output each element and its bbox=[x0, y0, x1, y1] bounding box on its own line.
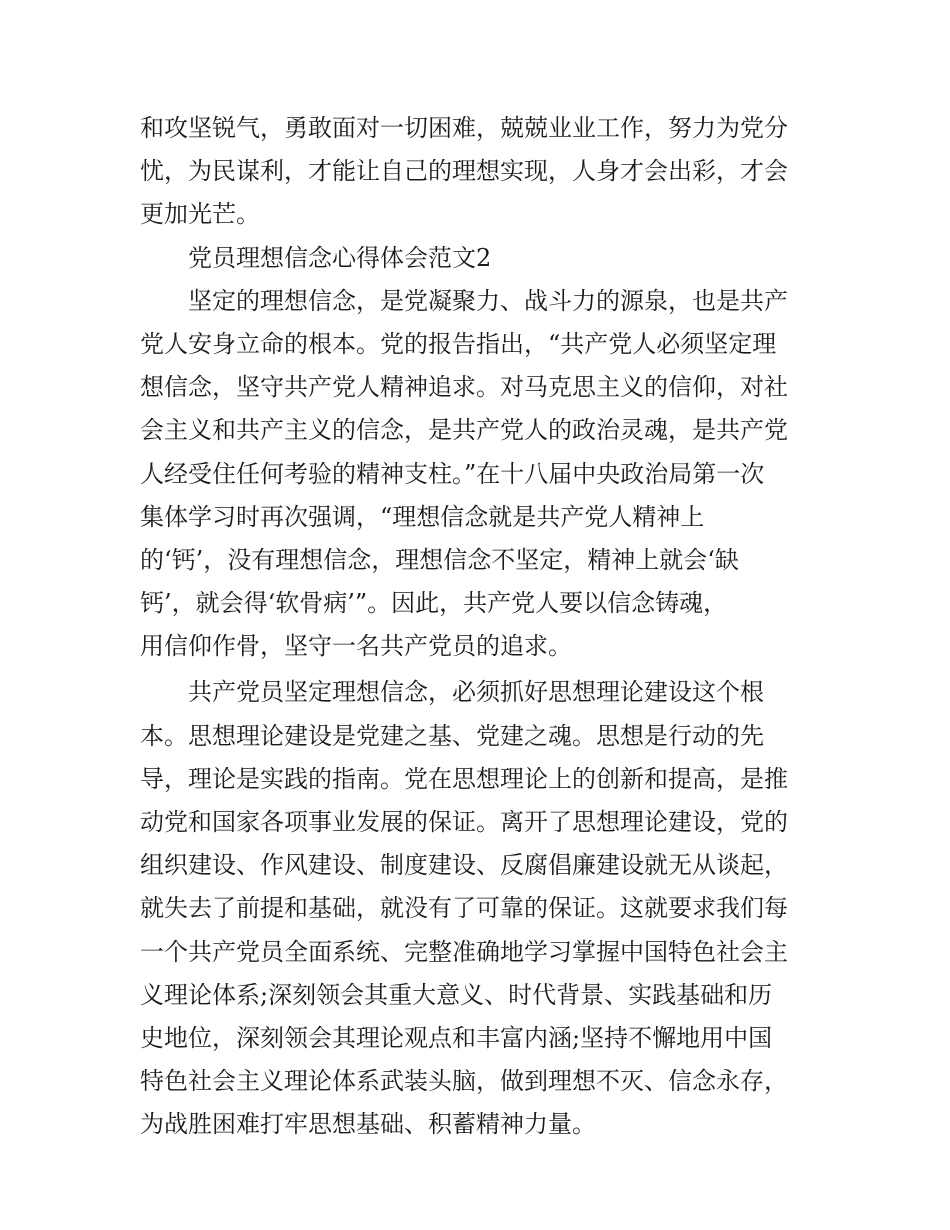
text-line: 想信念，坚守共产党人精神追求。对马克思主义的信仰，对社 bbox=[140, 373, 788, 402]
text-line: 会主义和共产主义的信念，是共产党人的政治灵魂，是共产党 bbox=[140, 416, 788, 445]
document-page bbox=[140, 107, 815, 1147]
text-line: 党人安身立命的根本。党的报告指出，“共产党人必须坚定理 bbox=[140, 329, 777, 358]
text-line: 为战胜困难打牢思想基础、积蓄精神力量。 bbox=[140, 1110, 596, 1139]
text-line: 义理论体系;深刻领会其重大意义、时代背景、实践基础和历 bbox=[140, 980, 773, 1009]
text-line: 钙’，就会得‘软骨病’”。因此，共产党人要以信念铸魂， bbox=[140, 589, 728, 618]
section-heading: 党员理想信念心得体会范文2 bbox=[188, 243, 492, 272]
text-line: 集体学习时再次强调，“理想信念就是共产党人精神上 bbox=[140, 502, 705, 531]
text-line: 人经受住任何考验的精神支柱。”在十八届中央政治局第一次 bbox=[140, 459, 765, 488]
text-line: 就失去了前提和基础，就没有了可靠的保证。这就要求我们每 bbox=[140, 894, 788, 923]
text-line: 史地位，深刻领会其理论观点和丰富内涵;坚持不懈地用中国 bbox=[140, 1023, 773, 1052]
text-line: 共产党员坚定理想信念，必须抓好思想理论建设这个根 bbox=[188, 678, 764, 707]
text-line: 组织建设、作风建设、制度建设、反腐倡廉建设就无从谈起， bbox=[140, 851, 788, 880]
text-line: 的‘钙’，没有理想信念，理想信念不坚定，精神上就会‘缺 bbox=[140, 545, 739, 574]
text-line: 导，理论是实践的指南。党在思想理论上的创新和提高，是推 bbox=[140, 764, 788, 793]
text-line: 本。思想理论建设是党建之基、党建之魂。思想是行动的先 bbox=[140, 721, 764, 750]
text-line: 一个共产党员全面系统、完整准确地学习掌握中国特色社会主 bbox=[140, 937, 788, 966]
text-line: 动党和国家各项事业发展的保证。离开了思想理论建设，党的 bbox=[140, 808, 788, 836]
text-line: 忧，为民谋利，才能让自己的理想实现，人身才会出彩，才会 bbox=[140, 157, 788, 186]
text-line: 坚定的理想信念，是党凝聚力、战斗力的源泉，也是共产 bbox=[188, 286, 788, 315]
text-line: 特色社会主义理论体系武装头脑，做到理想不灭、信念永存， bbox=[140, 1067, 788, 1096]
text-line: 用信仰作骨，坚守一名共产党员的追求。 bbox=[140, 632, 572, 661]
text-line: 更加光芒。 bbox=[140, 200, 260, 229]
text-line: 和攻坚锐气，勇敢面对一切困难，兢兢业业工作，努力为党分 bbox=[140, 114, 788, 142]
